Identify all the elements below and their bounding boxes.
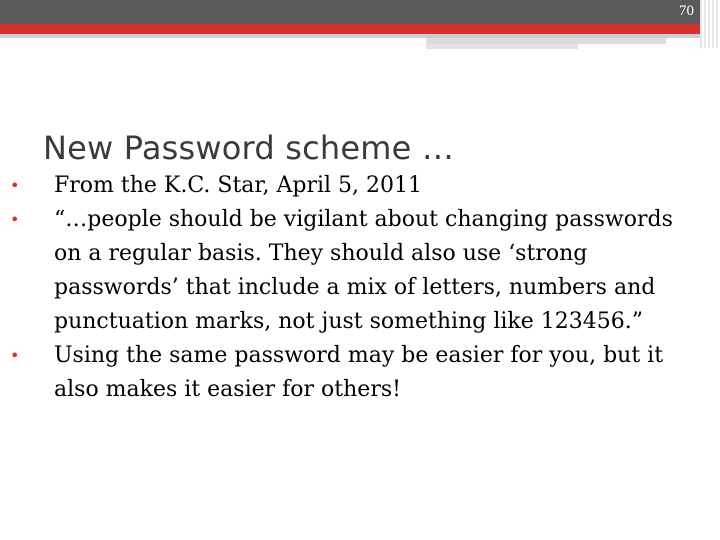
bullet-marker: •: [10, 176, 20, 195]
bullet-marker: •: [10, 346, 20, 365]
bullet-list: [8, 169, 698, 407]
bullet-marker: •: [10, 210, 20, 229]
header-corner-stripes: [700, 0, 720, 48]
header-band-dark: [0, 0, 720, 24]
header-band-gray-short: [426, 44, 578, 49]
slide-title: New Password scheme …: [43, 129, 455, 168]
page-number: 70: [679, 3, 694, 19]
bullet-item: [8, 339, 698, 407]
bullet-text: From the K.C. Star, April 5, 2011: [54, 173, 423, 198]
bullet-text: “…people should be vigilant about changing passwords on a regular basis. They should also use ‘strong passwords’ that include a mix of letters, numbers and punctuation marks, not just something like 123456.”: [54, 207, 673, 334]
bullet-item: [8, 169, 698, 203]
bullet-item: [8, 203, 698, 339]
bullet-text: Using the same password may be easier for you, but it also makes it easier for others!: [54, 343, 664, 402]
header-band-red: [0, 24, 720, 34]
